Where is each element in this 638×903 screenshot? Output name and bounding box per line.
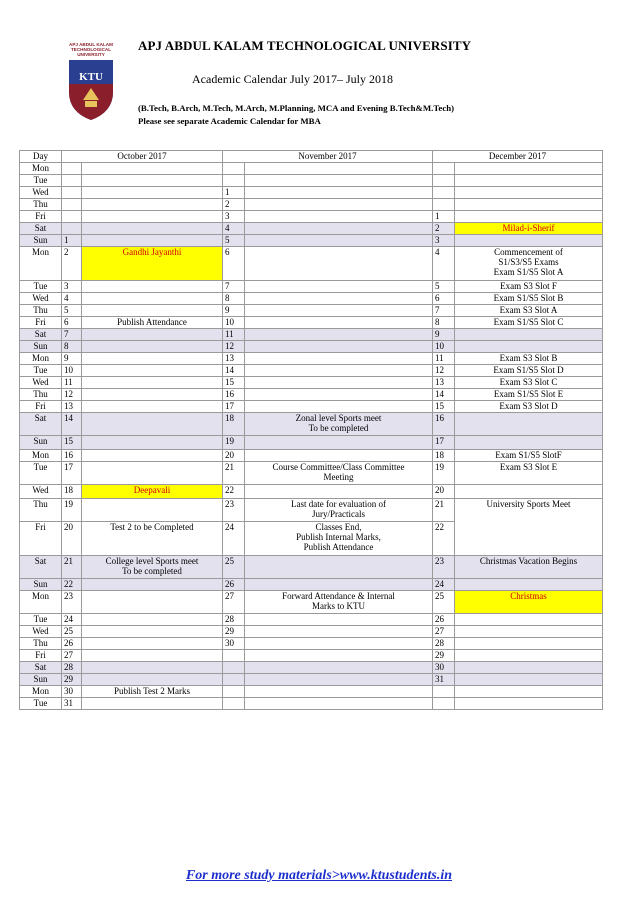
day-column-header: Day: [20, 151, 62, 163]
holiday-cell: Christmas: [455, 591, 603, 614]
table-row: Mon 2 Gandhi Jayanthi 6 4 Commencement of S1/S3/S5 Exams Exam S1/S5 Slot A: [20, 247, 603, 281]
day-label: Sun: [20, 436, 62, 450]
programs-note: (B.Tech, B.Arch, M.Tech, M.Arch, M.Planning, MCA and Evening B.Tech&M.Tech): [138, 103, 455, 113]
day-label: Thu: [20, 638, 62, 650]
svg-text:KTU: KTU: [79, 71, 103, 83]
table-row: Sun 8 12 10: [20, 341, 603, 353]
table-row: Wed 25 29 27: [20, 626, 603, 638]
day-label: Sat: [20, 223, 62, 235]
day-label: Thu: [20, 499, 62, 522]
day-label: Fri: [20, 317, 62, 329]
december-column-header: December 2017: [433, 151, 603, 163]
table-row: Sat 21 College level Sports meet To be completed 25 23 Christmas Vacation Begins: [20, 556, 603, 579]
svg-text:TECHNOLOGICAL: TECHNOLOGICAL: [70, 47, 112, 52]
table-row: Tue 3 7 5 Exam S3 Slot F: [20, 281, 603, 293]
table-row: Sun 1 5 3: [20, 235, 603, 247]
table-row: Fri 27 29: [20, 650, 603, 662]
table-row: Sun 29 31: [20, 674, 603, 686]
holiday-cell: Milad-i-Sherif: [455, 223, 603, 235]
day-label: Tue: [20, 698, 62, 710]
svg-text:UNIVERSITY: UNIVERSITY: [77, 52, 105, 57]
day-label: Fri: [20, 650, 62, 662]
table-row: Thu 2: [20, 199, 603, 211]
day-label: Sun: [20, 341, 62, 353]
day-label: Mon: [20, 450, 62, 462]
day-label: Tue: [20, 281, 62, 293]
day-label: Wed: [20, 293, 62, 305]
table-row: Wed 18 Deepavali 22 20: [20, 485, 603, 499]
table-row: Mon 9 13 11 Exam S3 Slot B: [20, 353, 603, 365]
table-row: [20, 175, 603, 187]
table-row: Thu 5 9 7 Exam S3 Slot A: [20, 305, 603, 317]
university-title: APJ ABDUL KALAM TECHNOLOGICAL UNIVERSITY: [138, 38, 472, 53]
svg-text:APJ ABDUL KALAM: APJ ABDUL KALAM: [69, 42, 113, 47]
day-label: Sat: [20, 556, 62, 579]
table-header-row: [20, 151, 603, 163]
table-row: Wed 11 15 13 Exam S3 Slot C: [20, 377, 603, 389]
table-row: Tue 10 14 12 Exam S1/S5 Slot D: [20, 365, 603, 377]
table-row: Sat 4 2 Milad-i-Sherif: [20, 223, 603, 235]
study-materials-link[interactable]: For more study materials>www.ktustudents.in: [185, 868, 453, 883]
day-label: Sun: [20, 579, 62, 591]
table-row: Thu 19 23 Last date for evaluation of Jury/Practicals 21 University Sports Meet: [20, 499, 603, 522]
day-label: Mon: [20, 163, 62, 175]
day-label: Sun: [20, 674, 62, 686]
day-label: Sun: [20, 235, 62, 247]
day-label: Tue: [20, 462, 62, 485]
day-label: Mon: [20, 591, 62, 614]
table-row: Fri 6 Publish Attendance 10 8 Exam S1/S5 Slot C: [20, 317, 603, 329]
day-label: Fri: [20, 211, 62, 223]
table-row: Mon 23 27 Forward Attendance & Internal Marks to KTU 25 Christmas: [20, 591, 603, 614]
calendar-subtitle: Academic Calendar July 2017– July 2018: [192, 72, 393, 86]
day-label: Mon: [20, 247, 62, 281]
table-row: Sun 22 26 24: [20, 579, 603, 591]
table-row: Fri 20 Test 2 to be Completed 24 Classes End, Publish Internal Marks, Publish Attendance 22: [20, 522, 603, 556]
table-row: Sat 7 11 9: [20, 329, 603, 341]
academic-calendar-table: [19, 150, 603, 710]
november-column-header: November 2017: [223, 151, 433, 163]
october-column-header: October 2017: [62, 151, 223, 163]
day-label: Thu: [20, 199, 62, 211]
table-row: Mon 30 Publish Test 2 Marks: [20, 686, 603, 698]
table-row: Mon 16 20 18 Exam S1/S5 SlotF: [20, 450, 603, 462]
day-label: Mon: [20, 353, 62, 365]
day-label: Wed: [20, 187, 62, 199]
holiday-cell: Gandhi Jayanthi: [82, 247, 223, 281]
day-label: Thu: [20, 389, 62, 401]
table-row: Wed 4 8 6 Exam S1/S5 Slot B: [20, 293, 603, 305]
day-label: Tue: [20, 614, 62, 626]
mba-note: Please see separate Academic Calendar for MBA: [138, 116, 321, 126]
day-label: Sat: [20, 329, 62, 341]
table-row: Wed 1: [20, 187, 603, 199]
table-row: Sat 28 30: [20, 662, 603, 674]
day-label: Wed: [20, 485, 62, 499]
holiday-cell: Deepavali: [82, 485, 223, 499]
day-label: Sat: [20, 662, 62, 674]
day-label: Tue: [20, 175, 62, 187]
table-row: Sun 15 19 17: [20, 436, 603, 450]
day-label: Mon: [20, 686, 62, 698]
table-row: Tue 17 21 Course Committee/Class Committee Meeting 19 Exam S3 Slot E: [20, 462, 603, 485]
table-row: Fri 3 1: [20, 211, 603, 223]
day-label: Wed: [20, 626, 62, 638]
table-row: Tue 31: [20, 698, 603, 710]
day-label: Fri: [20, 401, 62, 413]
day-label: Sat: [20, 413, 62, 436]
table-row: Fri 13 17 15 Exam S3 Slot D: [20, 401, 603, 413]
table-row: Tue 24 28 26: [20, 614, 603, 626]
day-label: Wed: [20, 377, 62, 389]
table-row: [20, 163, 603, 175]
table-row: Thu 12 16 14 Exam S1/S5 Slot E: [20, 389, 603, 401]
day-label: Thu: [20, 305, 62, 317]
day-label: Fri: [20, 522, 62, 556]
day-label: Tue: [20, 365, 62, 377]
table-row: Sat 14 18 Zonal level Sports meet To be completed 16: [20, 413, 603, 436]
table-row: Thu 26 30 28: [20, 638, 603, 650]
ktu-logo: [66, 40, 116, 122]
